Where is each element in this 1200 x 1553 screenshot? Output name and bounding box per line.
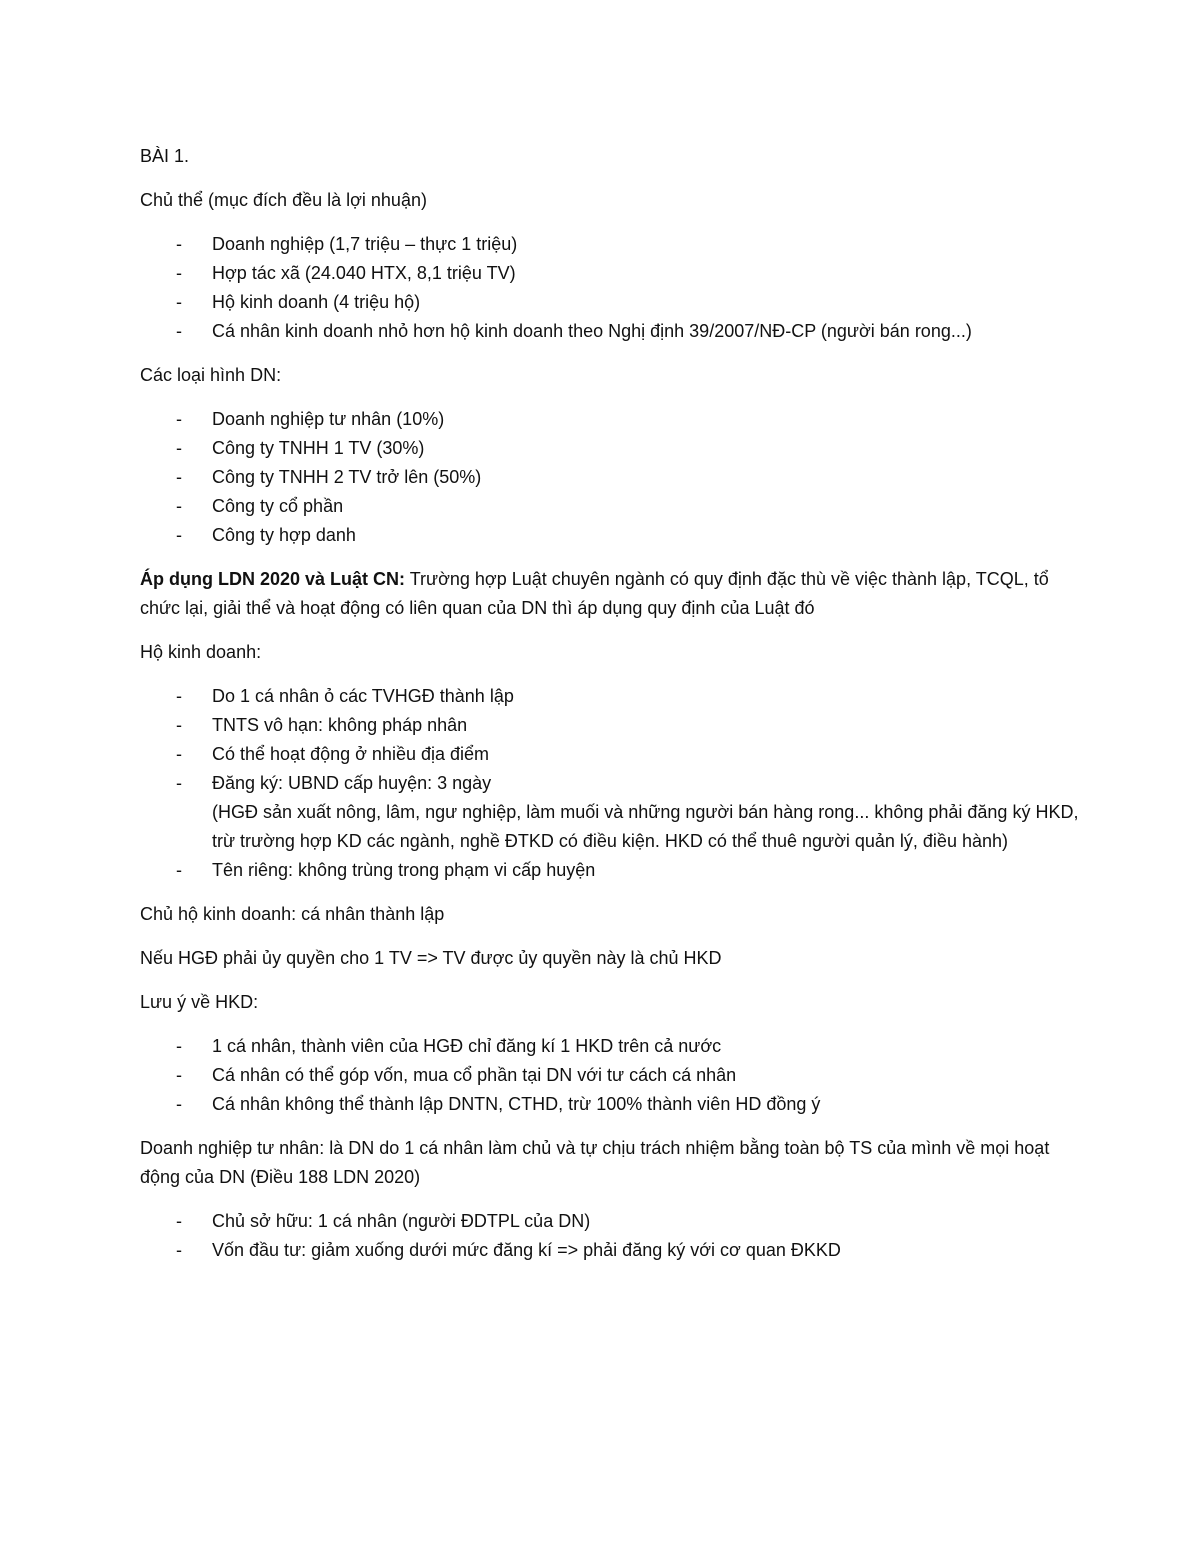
dash-bullet: -	[176, 321, 182, 341]
list-item	[140, 711, 1080, 740]
apply-bold-label: Áp dụng LDN 2020 và Luật CN:	[140, 569, 406, 589]
dntn-list	[140, 1207, 1080, 1265]
subjects-list	[140, 230, 1080, 346]
dash-bullet: -	[176, 263, 182, 283]
list-item	[140, 769, 1080, 856]
list-item	[140, 230, 1080, 259]
list-item-text: Do 1 cá nhân ỏ các TVHGĐ thành lập	[212, 686, 514, 706]
list-item	[140, 317, 1080, 346]
types-list	[140, 405, 1080, 550]
list-item	[140, 259, 1080, 288]
dash-bullet: -	[176, 1240, 182, 1260]
list-item	[140, 463, 1080, 492]
list-item-text: 1 cá nhân, thành viên của HGĐ chỉ đăng kí 1 HKD trên cả nước	[212, 1036, 722, 1056]
dash-bullet: -	[176, 860, 182, 880]
list-item-text: Có thể hoạt động ở nhiều địa điểm	[212, 744, 489, 764]
dash-bullet: -	[176, 496, 182, 516]
list-item	[140, 434, 1080, 463]
list-item	[140, 1236, 1080, 1265]
notes-list	[140, 1032, 1080, 1119]
notes-heading: Lưu ý về HKD:	[140, 992, 259, 1012]
dash-bullet: -	[176, 1211, 182, 1231]
list-item	[140, 405, 1080, 434]
document-body	[140, 142, 1080, 1280]
apply-paragraph	[140, 565, 1080, 623]
dash-bullet: -	[176, 467, 182, 487]
dash-bullet: -	[176, 715, 182, 735]
list-item-text: Công ty TNHH 1 TV (30%)	[212, 438, 425, 458]
hkd-list	[140, 682, 1080, 885]
types-heading: Các loại hình DN:	[140, 365, 282, 385]
dash-bullet: -	[176, 1065, 182, 1085]
list-item	[140, 682, 1080, 711]
dash-bullet: -	[176, 773, 182, 793]
list-item	[140, 1090, 1080, 1119]
list-item	[140, 521, 1080, 550]
subjects-heading: Chủ thể (mục đích đều là lợi nhuận)	[140, 190, 427, 210]
list-item-text: Vốn đầu tư: giảm xuống dưới mức đăng kí => phải đăng ký với cơ quan ĐKKD	[212, 1240, 841, 1260]
apply-text: Trường hợp Luật chuyên ngành có quy định đặc thù về việc thành lập, TCQL, tổ chức lại, giải thể và hoạt động có liên quan của DN thì áp dụng quy định của Luật đó	[140, 569, 1049, 618]
list-item-text: Doanh nghiệp tư nhân (10%)	[212, 409, 445, 429]
list-item-text: Công ty hợp danh	[212, 525, 356, 545]
dash-bullet: -	[176, 686, 182, 706]
dash-bullet: -	[176, 409, 182, 429]
list-item	[140, 1032, 1080, 1061]
list-item	[140, 740, 1080, 769]
list-item-text: Tên riêng: không trùng trong phạm vi cấp huyện	[212, 860, 596, 880]
list-item-text: TNTS vô hạn: không pháp nhân	[212, 715, 468, 735]
list-item-text: Cá nhân kinh doanh nhỏ hơn hộ kinh doanh theo Nghị định 39/2007/NĐ-CP (người bán rong...)	[212, 321, 972, 341]
list-item-text: Hộ kinh doanh (4 triệu hộ)	[212, 292, 421, 312]
authorize-line: Nếu HGĐ phải ủy quyền cho 1 TV => TV được ủy quyền này là chủ HKD	[140, 948, 722, 968]
list-item	[140, 1207, 1080, 1236]
list-item-text: Chủ sở hữu: 1 cá nhân (người ĐDTPL của DN)	[212, 1211, 591, 1231]
dash-bullet: -	[176, 525, 182, 545]
list-item-text: Cá nhân không thể thành lập DNTN, CTHD, trừ 100% thành viên HD đồng ý	[212, 1094, 821, 1114]
list-item-text: Cá nhân có thể góp vốn, mua cổ phần tại DN với tư cách cá nhân	[212, 1065, 737, 1085]
hkd-registration-note: (HGĐ sản xuất nông, lâm, ngư nghiệp, làm muối và những người bán hàng rong... không phải đăng ký HKD, trừ trường hợp KD các ngành, nghề ĐTKD có điều kiện. HKD có thể thuê người quản lý, điều hành)	[212, 802, 1079, 851]
owner-line: Chủ hộ kinh doanh: cá nhân thành lập	[140, 904, 445, 924]
list-item-text: Công ty cổ phần	[212, 496, 344, 516]
list-item-text: Đăng ký: UBND cấp huyện: 3 ngày	[212, 773, 492, 793]
list-item	[140, 288, 1080, 317]
list-item	[140, 1061, 1080, 1090]
dash-bullet: -	[176, 234, 182, 254]
list-item	[140, 856, 1080, 885]
list-item	[140, 492, 1080, 521]
dash-bullet: -	[176, 1094, 182, 1114]
dash-bullet: -	[176, 292, 182, 312]
dash-bullet: -	[176, 1036, 182, 1056]
document-title: BÀI 1.	[140, 146, 190, 166]
hkd-heading: Hộ kinh doanh:	[140, 642, 262, 662]
list-item-text: Hợp tác xã (24.040 HTX, 8,1 triệu TV)	[212, 263, 516, 283]
list-item-text: Công ty TNHH 2 TV trở lên (50%)	[212, 467, 482, 487]
dash-bullet: -	[176, 438, 182, 458]
list-item-text: Doanh nghiệp (1,7 triệu – thực 1 triệu)	[212, 234, 518, 254]
dntn-paragraph: Doanh nghiệp tư nhân: là DN do 1 cá nhân làm chủ và tự chịu trách nhiệm bằng toàn bộ TS của mình về mọi hoạt động của DN (Điều 188 LDN 2020)	[140, 1138, 1050, 1187]
dash-bullet: -	[176, 744, 182, 764]
